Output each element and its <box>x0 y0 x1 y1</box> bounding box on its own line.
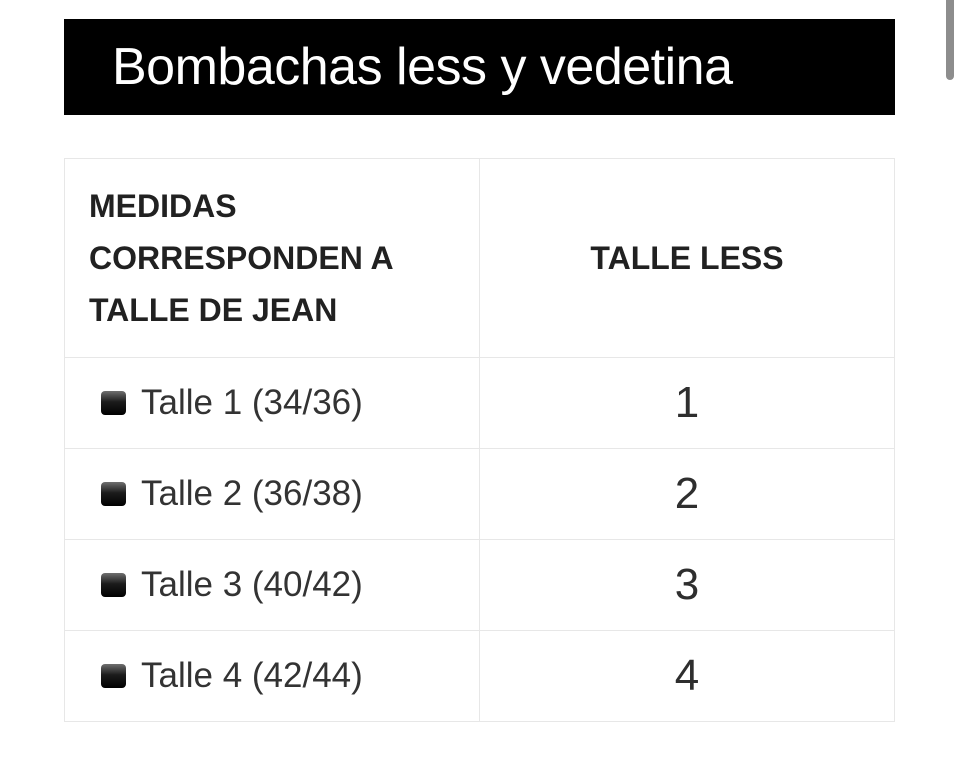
table-row <box>65 358 895 449</box>
header-row <box>65 159 895 358</box>
size-label-cell <box>65 540 480 631</box>
table-row <box>65 449 895 540</box>
talle-less-value: 3 <box>674 560 700 609</box>
page-title-banner <box>64 19 895 115</box>
size-label: Talle 4 (42/44) <box>141 656 363 695</box>
black-square-icon <box>101 482 126 506</box>
size-label: Talle 3 (40/42) <box>141 565 363 604</box>
talle-less-value-cell <box>480 449 895 540</box>
talle-less-value-cell <box>480 358 895 449</box>
column-header-talle-less: TALLE LESS <box>480 159 895 358</box>
size-label: Talle 1 (34/36) <box>141 383 363 422</box>
column-header-medidas: MEDIDAS CORRESPONDEN A TALLE DE JEAN <box>65 159 480 358</box>
size-table-body <box>65 358 895 722</box>
table-row <box>65 631 895 722</box>
scrollbar-thumb[interactable] <box>946 0 954 80</box>
talle-less-value: 1 <box>674 378 700 427</box>
size-table <box>64 158 895 722</box>
table-row <box>65 540 895 631</box>
size-table-head <box>65 159 895 358</box>
talle-less-value: 2 <box>674 469 700 518</box>
size-label-cell <box>65 449 480 540</box>
black-square-icon <box>101 391 126 415</box>
black-square-icon <box>101 573 126 597</box>
black-square-icon <box>101 664 126 688</box>
size-label: Talle 2 (36/38) <box>141 474 363 513</box>
talle-less-value: 4 <box>674 651 700 700</box>
talle-less-value-cell <box>480 540 895 631</box>
page-title: Bombachas less y vedetina <box>112 38 733 96</box>
talle-less-value-cell <box>480 631 895 722</box>
size-label-cell <box>65 631 480 722</box>
size-chart <box>64 158 895 722</box>
size-label-cell <box>65 358 480 449</box>
